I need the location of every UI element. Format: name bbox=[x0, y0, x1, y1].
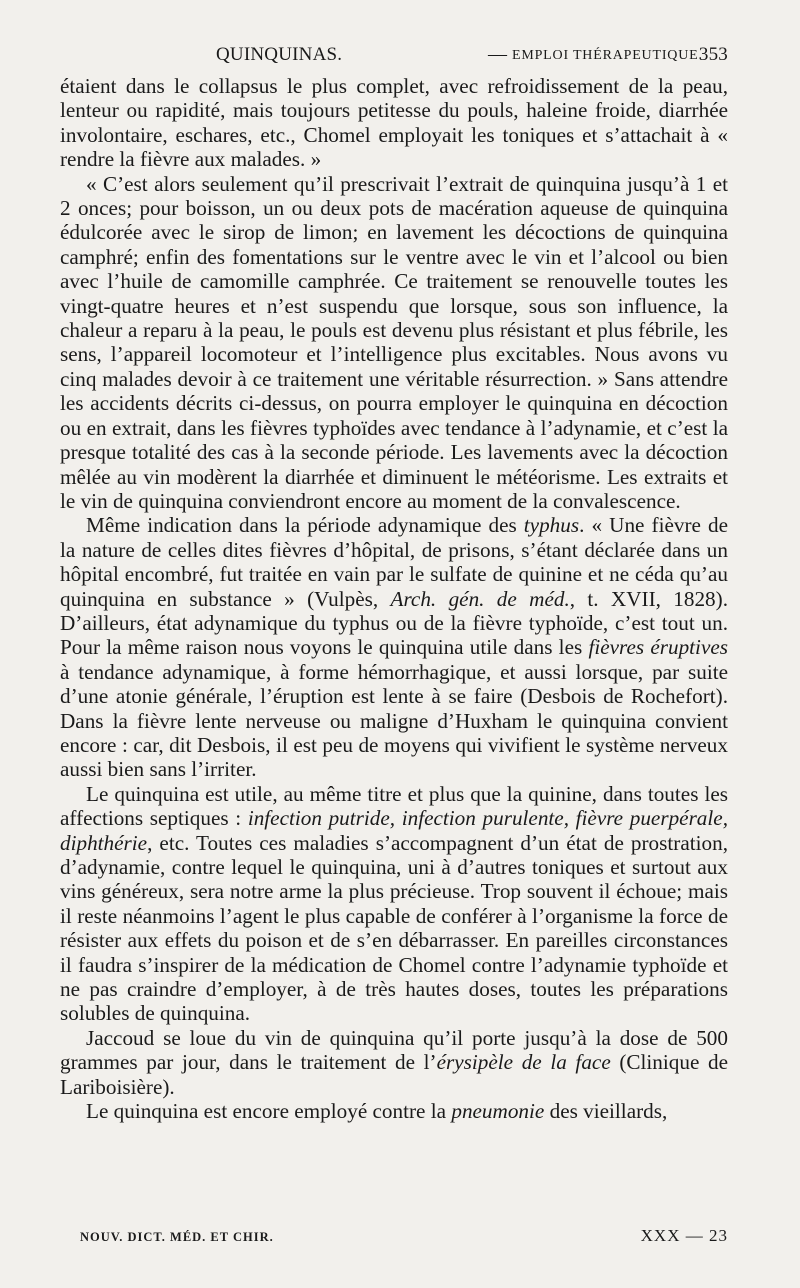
header-subtitle: EMPLOI THÉRAPEUTIQUE. bbox=[512, 48, 703, 63]
paragraph-2: « C’est alors seulement qu’il prescrivait l’extrait de quinquina jusqu’à 1 et 2 onces; pour boisson, un ou deux pots de macération aqueuse de quinquina édulcorée avec le sirop de limon; en lavement les décoctions de quinquina camphré; enfin des fomentations sur le ventre avec le vin et l’alcool ou bien avec l’huile de camomille camphrée. Ce traitement se renouvelle toutes les vingt-quatre heures et n’est suspendu que lorsque, sous son influence, la chaleur a reparu à la peau, le pouls est devenu plus résistant et plus fébrile, les sens, l’appareil locomoteur et l’intelligence plus excitables. Nous avons vu cinq malades devoir à ce traitement une véritable résurrection. » Sans attendre les accidents décrits ci-dessus, on pourra employer le quinquina en décoction ou en extrait, dans les fièvres typhoïdes avec tendance à l’adynamie, et c’est la presque totalité des cas à la seconde période. Les lavements avec la décoction mêlée au vin modèrent la diarrhée et diminuent le météorisme. Les extraits et le vin de quinquina conviendront encore au moment de la convalescence. bbox=[60, 171, 728, 513]
paragraph-5-text-a: Jaccoud se loue du vin de quinquina qu’il porte jusqu’à la dose de 500 grammes par jour, dans le traitement de l’ bbox=[60, 1025, 728, 1075]
term-fievres-eruptives: fièvres éruptives bbox=[588, 635, 728, 660]
page-footer bbox=[80, 1226, 728, 1250]
header-title: QUINQUINAS. bbox=[216, 44, 343, 65]
paragraph-6-text-a: Le quinquina est encore employé contre la bbox=[86, 1099, 452, 1124]
page-number: 353 bbox=[698, 44, 728, 65]
paragraph-6-text-b: des vieillards, bbox=[544, 1099, 668, 1124]
paragraph-3-text-d: à tendance adynamique, à forme hémorrhagique, et aussi lorsque, par suite d’une atonie générale, l’éruption est lente à se faire (Desbois de Rochefort). Dans la fièvre lente nerveuse ou maligne d’Huxham le quinquina convient encore : car, dit Desbois, il est peu de moyens qui vivifient le système nerveux aussi bien sans l’irriter. bbox=[60, 659, 728, 782]
footer-volume-sheet: XXX — 23 bbox=[640, 1226, 728, 1245]
paragraph-5-text-b: (Clinique de Lariboisière). bbox=[60, 1050, 728, 1099]
paragraph-1: étaient dans le collapsus le plus complet, avec refroidissement de la peau, lenteur ou rapidité, mais toujours petitesse du pouls, haleine froide, diarrhée involontaire, eschares, etc., Chomel employait les toniques et s’attachait à « rendre la fièvre aux malades. » bbox=[60, 74, 728, 172]
paragraph-3-text-c: , t. XVII, 1828). D’ailleurs, état adynamique du typhus ou de la fièvre typhoïde, c’est tout un. Pour la même raison nous voyons le quinquina utile dans les bbox=[60, 586, 728, 660]
paragraph-5 bbox=[60, 1026, 728, 1099]
citation-journal: Arch. gén. de méd. bbox=[390, 586, 570, 611]
paragraph-4-text-b: , etc. Toutes ces maladies s’accompagnent d’un état de prostration, d’adynamie, contre lequel le quinquina, uni à d’autres toniques et surtout aux vins généreux, sera notre arme la plus précieuse. Trop souvent il échoue; mais il reste néanmoins l’agent le plus capable de conférer à l’organisme la force de résister aux effets du poison et de s’en débarrasser. En pareilles circonstances il faudra s’inspirer de la médication de Chomel contre l’adynamie typhoïde et ne pas craindre d’employer, à de très hautes doses, toutes les préparations solubles de quinquina. bbox=[60, 830, 728, 1026]
term-erysipele: érysipèle de la face bbox=[436, 1050, 611, 1075]
term-infections: infection putride, infection purulente, fièvre puerpérale, diphthérie bbox=[60, 806, 728, 855]
page-body bbox=[60, 74, 728, 1123]
term-pneumonie: pneumonie bbox=[451, 1099, 545, 1124]
footer-signature: NOUV. DICT. MÉD. ET CHIR. bbox=[80, 1230, 274, 1244]
header-dash: — bbox=[488, 44, 508, 65]
paragraph-3 bbox=[60, 513, 728, 781]
term-typhus: typhus bbox=[523, 513, 580, 538]
paragraph-4-text-a: Le quinquina est utile, au même titre et plus que la quinine, dans toutes les affections septiques : bbox=[60, 781, 728, 831]
paragraph-6 bbox=[60, 1099, 728, 1123]
paragraph-3-text-b: . « Une fièvre de la nature de celles dites fièvres d’hôpital, de prisons, s’étant déclarée dans un hôpital encombré, fut traitée en vain par le sulfate de quinine et ne céda qu’au quinquina en substance » (Vulpès, bbox=[60, 513, 728, 611]
paragraph-3-text-a: Même indication dans la période adynamique des bbox=[86, 513, 524, 538]
paragraph-4 bbox=[60, 782, 728, 1026]
